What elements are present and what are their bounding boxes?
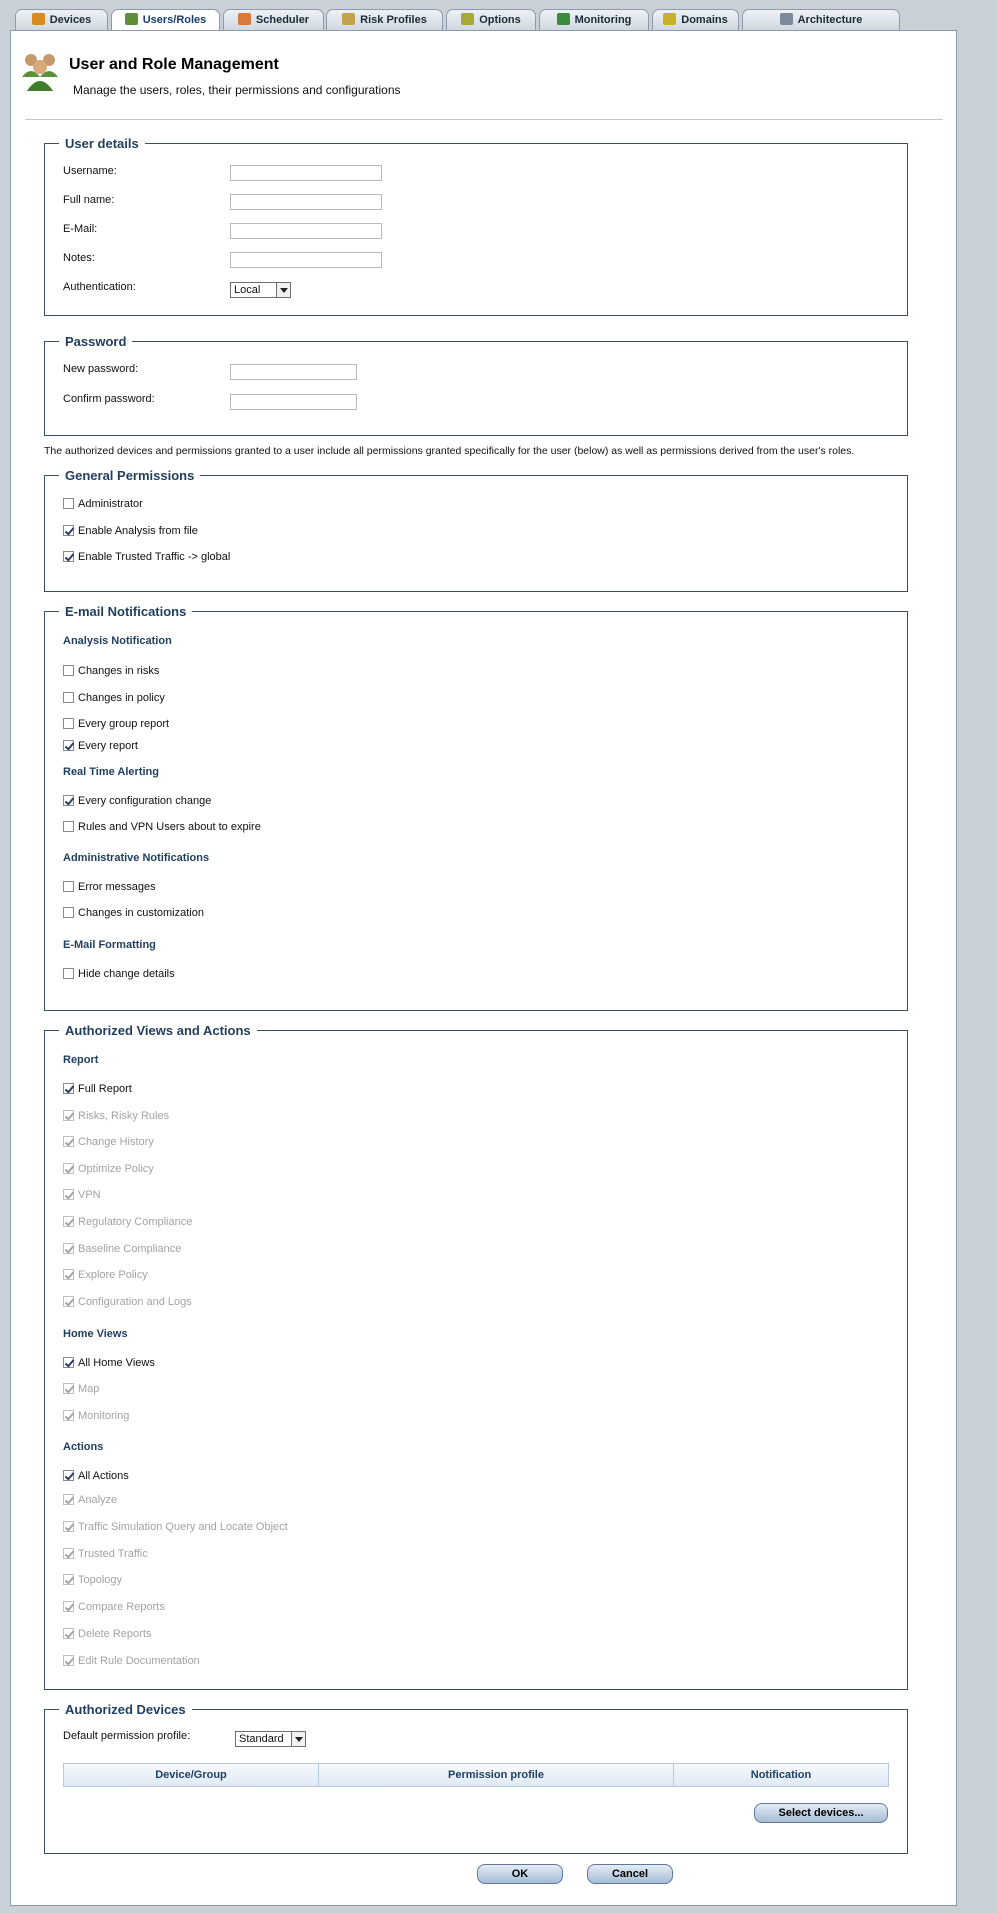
cancel-button[interactable]: Cancel: [587, 1864, 673, 1884]
checkbox-label: Traffic Simulation Query and Locate Object: [78, 1521, 288, 1533]
header-divider: [25, 119, 943, 120]
checkbox-checked-icon: [63, 1243, 74, 1254]
checkbox-label: Error messages: [78, 881, 156, 893]
checkbox-checked-icon: [63, 1548, 74, 1559]
email-notifications-legend: E-mail Notifications: [65, 604, 187, 619]
tab-label: Users/Roles: [142, 14, 207, 26]
checkbox-every-report[interactable]: [63, 740, 138, 752]
checkbox-all-home-views[interactable]: [63, 1357, 155, 1369]
tab-domains[interactable]: [652, 9, 739, 30]
checkbox-label: Baseline Compliance: [78, 1243, 182, 1255]
checkbox-compare-reports: [63, 1601, 165, 1613]
checkbox-checked-icon: [63, 1110, 74, 1121]
checkbox-all-actions[interactable]: [63, 1470, 129, 1482]
checkbox-checked-icon: [63, 1410, 74, 1421]
tab-architecture[interactable]: [742, 9, 900, 30]
devices-icon: [32, 13, 45, 25]
checkbox-checked-icon: [63, 1269, 74, 1280]
checkbox-trusted-traffic: [63, 1548, 148, 1560]
checkbox-explore-policy: [63, 1269, 148, 1281]
user-details-section: [44, 136, 908, 316]
checkbox-vpn: [63, 1189, 101, 1201]
authentication-select-value: Local: [234, 284, 261, 296]
checkbox-risks-risky-rules: [63, 1110, 169, 1122]
checkbox-checked-icon[interactable]: [63, 551, 74, 562]
tab-label: Devices: [49, 14, 92, 26]
checkbox-changes-in-policy[interactable]: [63, 692, 165, 704]
page-subtitle: Manage the users, roles, their permissions and configurations: [73, 83, 401, 97]
checkbox-label: Full Report: [78, 1083, 132, 1095]
checkbox-label: Changes in policy: [78, 692, 165, 704]
chevron-down-icon: [276, 283, 290, 297]
checkbox-unchecked-icon[interactable]: [63, 718, 74, 729]
checkbox-label: Explore Policy: [78, 1269, 148, 1281]
checkbox-checked-icon[interactable]: [63, 1083, 74, 1094]
tab-options[interactable]: [446, 9, 536, 30]
checkbox-unchecked-icon[interactable]: [63, 881, 74, 892]
tab-label: Scheduler: [255, 14, 310, 26]
tab-risk-profiles[interactable]: [326, 9, 443, 30]
column-header-device-group[interactable]: Device/Group: [64, 1764, 319, 1786]
authorized-devices-section: [44, 1702, 908, 1854]
checkbox-every-configuration-change[interactable]: [63, 795, 211, 807]
new-password-field[interactable]: [230, 364, 357, 380]
options-icon: [461, 13, 474, 25]
default-profile-select[interactable]: [235, 1731, 306, 1747]
tab-label: Architecture: [797, 14, 863, 26]
checkbox-label: All Home Views: [78, 1357, 155, 1369]
checkbox-unchecked-icon[interactable]: [63, 692, 74, 703]
checkbox-label: VPN: [78, 1189, 101, 1201]
notes-field[interactable]: [230, 252, 382, 268]
checkbox-checked-icon[interactable]: [63, 740, 74, 751]
authorized-views-legend: Authorized Views and Actions: [65, 1023, 251, 1038]
tab-monitoring[interactable]: [539, 9, 649, 30]
checkbox-checked-icon: [63, 1655, 74, 1666]
checkbox-label: Every group report: [78, 718, 170, 730]
checkbox-label: Trusted Traffic: [78, 1548, 148, 1560]
checkbox-topology: [63, 1574, 122, 1586]
checkbox-label: Changes in risks: [78, 665, 160, 677]
checkbox-changes-in-customization[interactable]: [63, 907, 204, 919]
checkbox-edit-rule-documentation: [63, 1655, 200, 1667]
email-label: E-Mail:: [63, 223, 98, 235]
password-section: [44, 334, 908, 436]
checkbox-rules-and-vpn-users-about-to-expire[interactable]: [63, 821, 261, 833]
administrative-notifications-heading: Administrative Notifications: [63, 852, 210, 864]
tab-label: Domains: [681, 14, 728, 26]
confirm-password-field[interactable]: [230, 394, 357, 410]
checkbox-checked-icon: [63, 1628, 74, 1639]
checkbox-traffic-simulation-query-and-locate-object: [63, 1521, 288, 1533]
checkbox-label: All Actions: [78, 1470, 129, 1482]
notes-label: Notes:: [63, 252, 95, 264]
column-header-notification[interactable]: Notification: [674, 1764, 888, 1786]
tab-users-roles[interactable]: [111, 9, 220, 31]
devices-table: [63, 1763, 889, 1787]
checkbox-unchecked-icon[interactable]: [63, 907, 74, 918]
page-title: User and Role Management: [69, 56, 279, 73]
chevron-down-icon: [291, 1732, 305, 1746]
checkbox-every-group-report[interactable]: [63, 718, 169, 730]
checkbox-label: Rules and VPN Users about to expire: [78, 821, 261, 833]
checkbox-label: Regulatory Compliance: [78, 1216, 193, 1228]
checkbox-label: Risks, Risky Rules: [78, 1110, 170, 1122]
checkbox-configuration-and-logs: [63, 1296, 192, 1308]
checkbox-label: Compare Reports: [78, 1601, 165, 1613]
actions-heading: Actions: [63, 1441, 104, 1453]
checkbox-label: Hide change details: [78, 968, 175, 980]
checkbox-unchecked-icon[interactable]: [63, 968, 74, 979]
username-field[interactable]: [230, 165, 382, 181]
checkbox-optimize-policy: [63, 1163, 154, 1175]
checkbox-label: Configuration and Logs: [78, 1296, 192, 1308]
checkbox-analyze: [63, 1494, 117, 1506]
checkbox-checked-icon[interactable]: [63, 525, 74, 536]
checkbox-checked-icon[interactable]: [63, 1357, 74, 1368]
checkbox-checked-icon: [63, 1189, 74, 1200]
checkbox-unchecked-icon[interactable]: [63, 665, 74, 676]
authentication-select[interactable]: [230, 282, 291, 298]
permissions-info-text: The authorized devices and permissions granted to a user include all permissions granted specifically for the user (below) as well as permissions derived from the user's roles.: [44, 445, 855, 457]
username-label: Username:: [63, 165, 117, 177]
scheduler-icon: [238, 13, 251, 25]
email-field[interactable]: [230, 223, 382, 239]
checkbox-label: Optimize Policy: [78, 1163, 154, 1175]
users-icon: [125, 13, 138, 25]
confirm-password-label: Confirm password:: [63, 393, 155, 405]
checkbox-checked-icon: [63, 1521, 74, 1532]
checkbox-checked-icon[interactable]: [63, 1470, 74, 1481]
checkbox-unchecked-icon[interactable]: [63, 498, 74, 509]
fullname-field[interactable]: [230, 194, 382, 210]
tab-scheduler[interactable]: [223, 9, 324, 30]
checkbox-checked-icon: [63, 1136, 74, 1147]
checkbox-label: Changes in customization: [78, 907, 204, 919]
general-permissions-legend: General Permissions: [65, 468, 195, 483]
ok-button[interactable]: OK: [477, 1864, 563, 1884]
fullname-label: Full name:: [63, 194, 115, 206]
checkbox-change-history: [63, 1136, 154, 1148]
checkbox-regulatory-compliance: [63, 1216, 192, 1228]
checkbox-label: Delete Reports: [78, 1628, 152, 1640]
checkbox-checked-icon: [63, 1296, 74, 1307]
checkbox-map: [63, 1383, 99, 1395]
column-header-permission-profile[interactable]: Permission profile: [319, 1764, 674, 1786]
default-profile-select-value: Standard: [239, 1733, 284, 1745]
checkbox-label: Analyze: [78, 1494, 118, 1506]
authorized-devices-legend: Authorized Devices: [65, 1702, 186, 1717]
tab-label: Monitoring: [574, 14, 632, 26]
checkbox-label: Every configuration change: [78, 795, 212, 807]
checkbox-monitoring: [63, 1410, 129, 1422]
users-roles-icon: [21, 51, 59, 91]
checkbox-label: Change History: [78, 1136, 154, 1148]
analysis-notification-heading: Analysis Notification: [63, 635, 172, 647]
checkbox-full-report[interactable]: [63, 1083, 132, 1095]
tab-label: Options: [479, 14, 521, 26]
report-heading: Report: [63, 1054, 99, 1066]
tab-devices[interactable]: [15, 9, 108, 30]
checkbox-checked-icon: [63, 1574, 74, 1585]
general-permissions-section: [44, 468, 908, 592]
main-panel: [10, 30, 957, 1906]
authentication-label: Authentication:: [63, 281, 136, 293]
checkbox-checked-icon: [63, 1163, 74, 1174]
password-legend: Password: [65, 334, 127, 349]
checkbox-checked-icon: [63, 1216, 74, 1227]
checkbox-label: Administrator: [78, 498, 143, 510]
checkbox-checked-icon[interactable]: [63, 795, 74, 806]
monitoring-icon: [557, 13, 570, 25]
home-views-heading: Home Views: [63, 1328, 128, 1340]
checkbox-label: Monitoring: [78, 1410, 130, 1422]
checkbox-label: Enable Trusted Traffic -> global: [78, 551, 231, 563]
authorized-views-section: [44, 1023, 908, 1690]
checkbox-error-messages[interactable]: [63, 881, 156, 893]
architecture-icon: [780, 13, 793, 25]
checkbox-baseline-compliance: [63, 1243, 181, 1255]
checkbox-hide-change-details[interactable]: [63, 968, 175, 980]
new-password-label: New password:: [63, 363, 139, 375]
checkbox-checked-icon: [63, 1601, 74, 1612]
select-devices-button[interactable]: Select devices...: [754, 1803, 888, 1823]
user-details-legend: User details: [65, 136, 139, 151]
domains-icon: [663, 13, 676, 25]
checkbox-label: Enable Analysis from file: [78, 525, 198, 537]
checkbox-changes-in-risks[interactable]: [63, 665, 159, 677]
checkbox-checked-icon: [63, 1494, 74, 1505]
checkbox-unchecked-icon[interactable]: [63, 821, 74, 832]
checkbox-label: Map: [78, 1383, 100, 1395]
checkbox-enable-analysis-from-file[interactable]: [63, 525, 198, 537]
real-time-alerting-heading: Real Time Alerting: [63, 766, 159, 778]
risk-profiles-icon: [342, 13, 355, 25]
checkbox-delete-reports: [63, 1628, 151, 1640]
email-formatting-heading: E-Mail Formatting: [63, 939, 156, 951]
checkbox-label: Edit Rule Documentation: [78, 1655, 200, 1667]
default-profile-label: Default permission profile:: [63, 1730, 191, 1742]
tab-label: Risk Profiles: [360, 14, 427, 26]
email-notifications-section: [44, 604, 908, 1011]
checkbox-checked-icon: [63, 1383, 74, 1394]
checkbox-label: Topology: [78, 1574, 123, 1586]
checkbox-administrator[interactable]: [63, 498, 143, 510]
checkbox-enable-trusted-traffic-global[interactable]: [63, 551, 230, 563]
checkbox-label: Every report: [78, 740, 138, 752]
